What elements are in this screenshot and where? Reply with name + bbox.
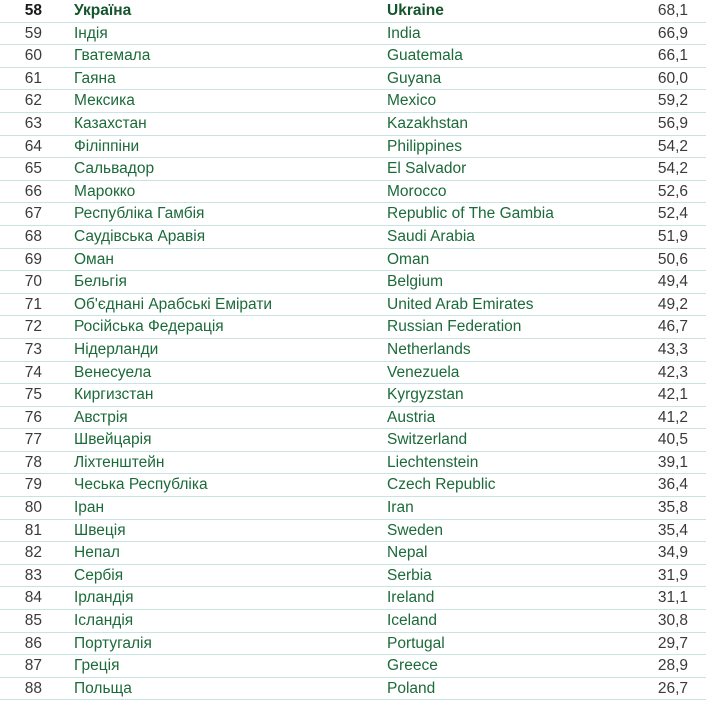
rank-cell: 60 [24, 47, 42, 65]
country-en-cell: Mexico [387, 92, 437, 110]
country-en-cell: Saudi Arabia [387, 227, 475, 245]
rank-cell: 82 [24, 544, 42, 562]
rank-cell: 88 [24, 679, 42, 697]
rank-cell: 75 [24, 386, 42, 404]
country-ua-cell: Гватемала [74, 47, 151, 65]
rank-cell: 87 [24, 657, 42, 675]
country-ua-cell: Оман [74, 250, 114, 268]
country-ua-cell: Чеська Республіка [74, 476, 208, 494]
value-cell: 42,3 [657, 363, 688, 381]
country-en-cell: United Arab Emirates [387, 295, 534, 313]
rank-cell: 70 [24, 273, 42, 291]
country-ua-cell: Швейцарія [74, 431, 152, 449]
country-ua-cell: Ірландія [74, 589, 134, 607]
value-cell: 54,2 [657, 160, 688, 178]
country-en-cell: Belgium [387, 273, 443, 291]
country-en-cell: Ireland [387, 589, 435, 607]
table-row [0, 678, 706, 701]
country-en-cell: Greece [387, 657, 438, 675]
value-cell: 54,2 [657, 137, 688, 155]
rank-cell: 73 [24, 340, 42, 358]
value-cell: 51,9 [657, 227, 688, 245]
country-ua-cell: Сербія [74, 566, 124, 584]
value-cell: 26,7 [657, 679, 688, 697]
rank-cell: 78 [24, 453, 42, 471]
rank-cell: 61 [24, 69, 42, 87]
table-row [0, 587, 706, 610]
value-cell: 66,1 [657, 47, 688, 65]
rank-cell: 80 [24, 499, 42, 517]
value-cell: 31,1 [657, 589, 688, 607]
table-row [0, 271, 706, 294]
value-cell: 52,6 [657, 182, 688, 200]
country-en-cell: Ukraine [387, 2, 444, 19]
country-ua-cell: Мексика [74, 92, 135, 110]
country-ua-cell: Україна [74, 2, 132, 19]
rank-cell: 69 [24, 250, 42, 268]
value-cell: 40,5 [657, 431, 688, 449]
country-ua-cell: Бельгія [74, 273, 127, 291]
value-cell: 59,2 [657, 92, 688, 110]
value-cell: 36,4 [657, 476, 688, 494]
table-row [0, 655, 706, 678]
rank-cell: 66 [24, 182, 42, 200]
value-cell: 41,2 [657, 408, 688, 426]
rank-cell: 77 [24, 431, 42, 449]
table-row [0, 45, 706, 68]
table-row [0, 610, 706, 633]
country-ua-cell: Швеція [74, 521, 126, 539]
country-en-cell: Iceland [387, 612, 437, 630]
country-ua-cell: Польща [74, 679, 132, 697]
table-row [0, 429, 706, 452]
country-en-cell: Iran [387, 499, 414, 517]
country-ua-cell: Іран [74, 499, 105, 517]
country-en-cell: Kyrgyzstan [387, 386, 464, 404]
value-cell: 68,1 [657, 2, 688, 19]
value-cell: 52,4 [657, 205, 688, 223]
table-row [0, 520, 706, 543]
country-ua-cell: Російська Федерація [74, 318, 224, 336]
country-ua-cell: Гаяна [74, 69, 116, 87]
country-en-cell: Guyana [387, 69, 442, 87]
table-row [0, 113, 706, 136]
value-cell: 49,2 [657, 295, 688, 313]
country-en-cell: Switzerland [387, 431, 468, 449]
table-row [0, 339, 706, 362]
value-cell: 49,4 [657, 273, 688, 291]
country-en-cell: Oman [387, 250, 430, 268]
country-en-cell: Philippines [387, 137, 462, 155]
country-ua-cell: Ліхтенштейн [74, 453, 165, 471]
table-row [0, 384, 706, 407]
table-row [0, 68, 706, 91]
table-row-highlighted [0, 0, 706, 23]
table-row [0, 294, 706, 317]
rank-cell: 67 [24, 205, 42, 223]
value-cell: 35,8 [657, 499, 688, 517]
rank-cell: 63 [24, 114, 42, 132]
value-cell: 46,7 [657, 318, 688, 336]
table-row [0, 542, 706, 565]
country-en-cell: El Salvador [387, 160, 467, 178]
rank-cell: 85 [24, 612, 42, 630]
value-cell: 28,9 [657, 657, 688, 675]
rank-cell: 58 [24, 2, 42, 19]
value-cell: 30,8 [657, 612, 688, 630]
country-en-cell: Sweden [387, 521, 444, 539]
rank-cell: 71 [24, 295, 42, 313]
rank-cell: 59 [24, 24, 42, 42]
value-cell: 50,6 [657, 250, 688, 268]
value-cell: 31,9 [657, 566, 688, 584]
country-ua-cell: Непал [74, 544, 120, 562]
value-cell: 29,7 [657, 634, 688, 652]
value-cell: 43,3 [657, 340, 688, 358]
table-row [0, 407, 706, 430]
country-en-cell: Liechtenstein [387, 453, 479, 471]
table-row [0, 226, 706, 249]
rank-cell: 68 [24, 227, 42, 245]
table-row [0, 316, 706, 339]
country-ua-cell: Киргизстан [74, 386, 154, 404]
country-en-cell: Russian Federation [387, 318, 522, 336]
table-row [0, 249, 706, 272]
value-cell: 39,1 [657, 453, 688, 471]
rank-cell: 62 [24, 92, 42, 110]
country-ua-cell: Казахстан [74, 114, 147, 132]
country-en-cell: Kazakhstan [387, 114, 468, 132]
table-row [0, 497, 706, 520]
table-row [0, 362, 706, 385]
rank-cell: 65 [24, 160, 42, 178]
country-en-cell: Nepal [387, 544, 428, 562]
country-ua-cell: Ісландія [74, 612, 134, 630]
value-cell: 34,9 [657, 544, 688, 562]
rank-cell: 84 [24, 589, 42, 607]
country-en-cell: Serbia [387, 566, 432, 584]
table-row [0, 181, 706, 204]
rank-cell: 72 [24, 318, 42, 336]
country-ua-cell: Марокко [74, 182, 136, 200]
value-cell: 42,1 [657, 386, 688, 404]
table-row [0, 565, 706, 588]
table-row [0, 136, 706, 159]
country-ua-cell: Об'єднані Арабські Емірати [74, 295, 273, 313]
country-en-cell: Poland [387, 679, 436, 697]
country-en-cell: Austria [387, 408, 436, 426]
country-en-cell: India [387, 24, 421, 42]
country-ua-cell: Португалія [74, 634, 152, 652]
value-cell: 60,0 [657, 69, 688, 87]
country-ua-cell: Греція [74, 657, 120, 675]
value-cell: 35,4 [657, 521, 688, 539]
country-en-cell: Portugal [387, 634, 445, 652]
table-row [0, 23, 706, 46]
rank-cell: 64 [24, 137, 42, 155]
table-row [0, 158, 706, 181]
table-row [0, 633, 706, 656]
country-ua-cell: Індія [74, 24, 108, 42]
country-en-cell: Venezuela [387, 363, 460, 381]
rank-cell: 81 [24, 521, 42, 539]
table-row [0, 452, 706, 475]
table-row [0, 90, 706, 113]
table-row [0, 203, 706, 226]
country-en-cell: Guatemala [387, 47, 463, 65]
country-ua-cell: Сальвадор [74, 160, 155, 178]
value-cell: 56,9 [657, 114, 688, 132]
country-ua-cell: Саудівська Аравія [74, 227, 206, 245]
rank-cell: 74 [24, 363, 42, 381]
rank-cell: 76 [24, 408, 42, 426]
country-en-cell: Netherlands [387, 340, 471, 358]
value-cell: 66,9 [657, 24, 688, 42]
country-en-cell: Morocco [387, 182, 447, 200]
country-ua-cell: Австрія [74, 408, 128, 426]
country-en-cell: Republic of The Gambia [387, 205, 554, 223]
country-en-cell: Czech Republic [387, 476, 496, 494]
country-ua-cell: Нідерланди [74, 340, 159, 358]
rank-cell: 79 [24, 476, 42, 494]
rank-cell: 83 [24, 566, 42, 584]
country-ua-cell: Венесуела [74, 363, 152, 381]
table-row [0, 474, 706, 497]
country-ua-cell: Республіка Гамбія [74, 205, 205, 223]
country-ua-cell: Філіппіни [74, 137, 140, 155]
rank-cell: 86 [24, 634, 42, 652]
